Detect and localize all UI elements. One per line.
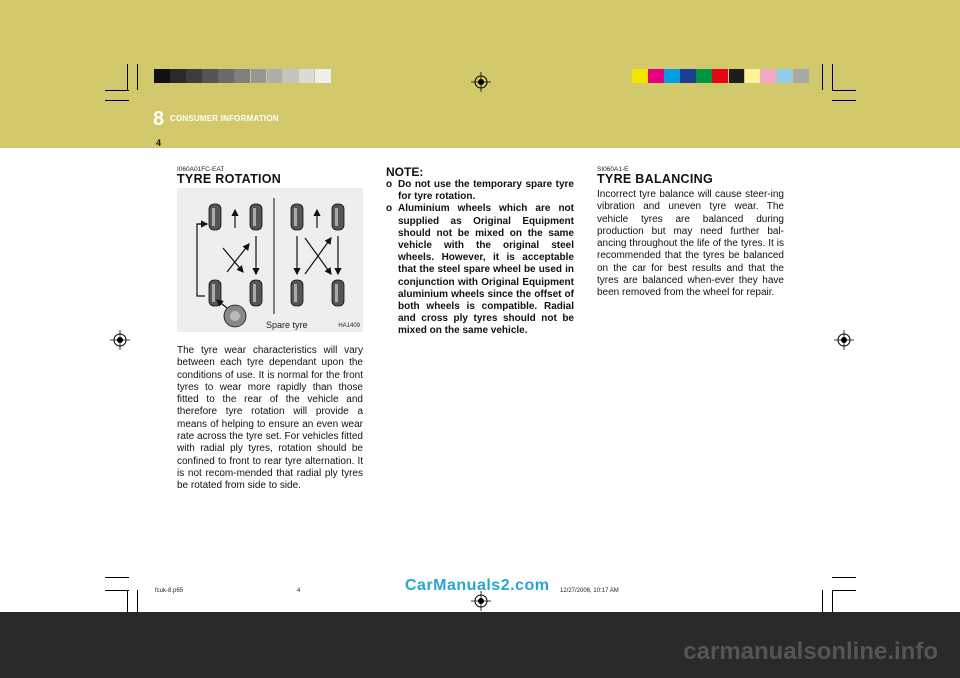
registration-mark-icon <box>110 330 130 350</box>
watermark: CarManuals2.com <box>405 577 550 594</box>
bullet-glyph: o <box>386 203 393 215</box>
calibration-swatch <box>267 69 283 83</box>
note-item <box>386 203 574 337</box>
note-item <box>386 179 574 203</box>
section-heading: TYRE ROTATION <box>177 172 282 186</box>
page-number: 4 <box>156 138 162 148</box>
bullet-glyph: o <box>386 179 393 190</box>
tyre-rotation-figure <box>177 188 363 332</box>
footer-file: fcuk-8.p65 <box>155 588 184 594</box>
calibration-swatch <box>761 69 777 83</box>
tyre-rotation-body: The tyre wear characteristics will vary between each tyre dependant upon the conditions of use. It is normal for the front tyres to wear more rapidly than those fitted to the rear of the vehicle and therefore tyre rotation will provide a means of helping to ensure an even wear rate across the tyre set. For vehicles fitted with radial ply tyres, rotation should be confined to front to rear tyre alternation. It is not recom-mended that radial ply tyres be rotated from side to side. <box>177 345 363 492</box>
calibration-swatch <box>632 69 648 83</box>
section-code: I060A01FC-EAT <box>177 166 225 173</box>
calibration-swatch <box>696 69 712 83</box>
chapter-number: 8 <box>153 108 165 130</box>
calibration-swatch <box>712 69 728 83</box>
gray-calibration-bar <box>154 69 331 83</box>
note-title: NOTE: <box>386 165 424 179</box>
calibration-swatch <box>283 69 299 83</box>
calibration-swatch <box>154 69 170 83</box>
note-item-text: Do not use the temporary spare tyre for tyre rotation. <box>398 179 574 203</box>
calibration-swatch <box>729 69 745 83</box>
section-heading: TYRE BALANCING <box>597 172 714 186</box>
registration-mark-icon <box>471 72 491 92</box>
figure-label-spare-tyre: Spare tyre <box>266 320 308 330</box>
calibration-swatch <box>202 69 218 83</box>
footer-page: 4 <box>297 588 301 594</box>
tyre-rotation-diagram <box>177 188 363 332</box>
tyre-balancing-body: Incorrect tyre balance will cause steer-ing vibration and uneven tyre wear. The vehicle tyres are balanced during production but may need further bal-ancing throughout the life of the tyres. It is recommended that the tyres be balanced on the car for best results and that the tyres are balanced when-ever they have been removed from the wheel for repair. <box>597 189 784 299</box>
calibration-swatch <box>186 69 202 83</box>
calibration-swatch <box>251 69 267 83</box>
figure-code: HA1409 <box>338 323 360 329</box>
calibration-swatch <box>648 69 664 83</box>
registration-mark-icon <box>834 330 854 350</box>
calibration-swatch <box>777 69 793 83</box>
section-code: SI060A1-E <box>597 166 629 173</box>
calibration-swatch <box>299 69 315 83</box>
color-calibration-bar <box>632 69 809 83</box>
calibration-swatch <box>793 69 809 83</box>
footer-timestamp: 12/27/2006, 10:17 AM <box>560 588 619 594</box>
calibration-swatch <box>234 69 250 83</box>
calibration-swatch <box>664 69 680 83</box>
calibration-swatch <box>680 69 696 83</box>
note-list <box>386 179 574 338</box>
calibration-swatch <box>745 69 761 83</box>
chapter-title: CONSUMER INFORMATION <box>170 114 279 123</box>
site-watermark: carmanualsonline.info <box>683 638 938 665</box>
note-item-text: Aluminium wheels which are not supplied as Original Equipment should not be mixed on the same vehicle with the original steel wheels. However, it is acceptable that the steel spare wheel be used in conjunction with Original Equipment aluminium wheels since the offset of both wheels is compatible. Radial and cross ply tyres should not be mixed on the same vehicle. <box>398 203 574 337</box>
calibration-swatch <box>218 69 234 83</box>
calibration-swatch <box>315 69 331 83</box>
calibration-swatch <box>170 69 186 83</box>
